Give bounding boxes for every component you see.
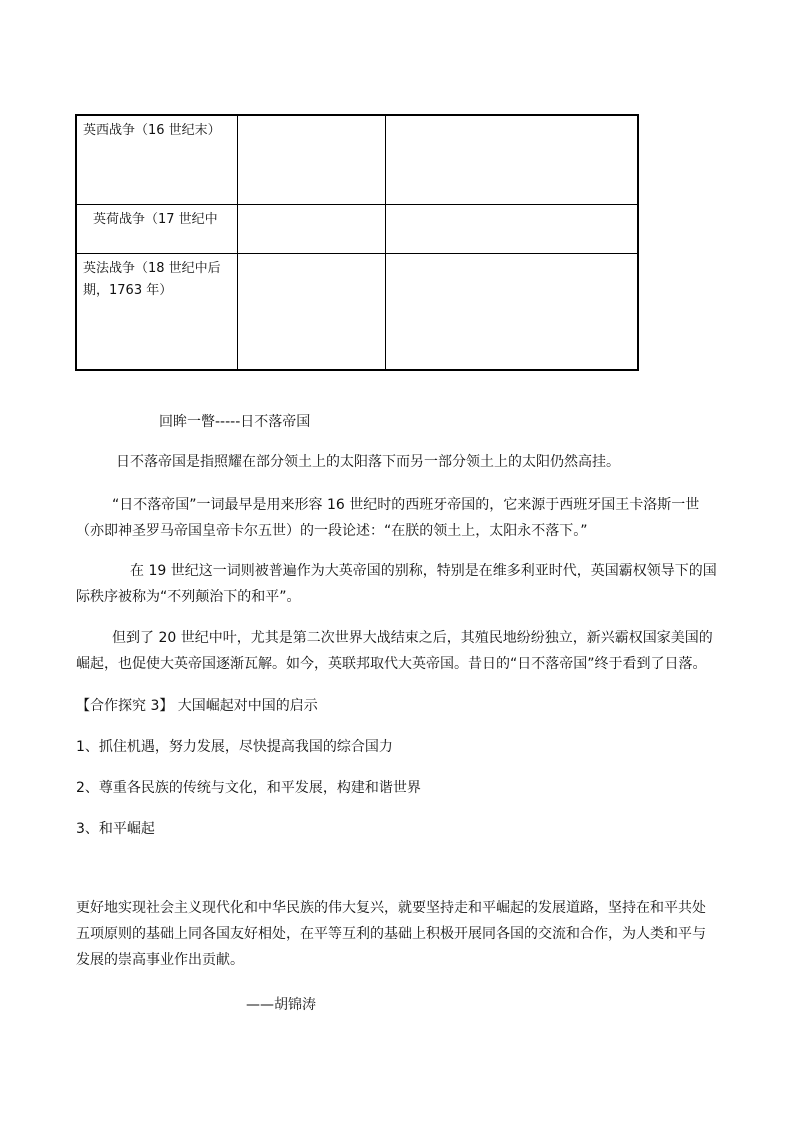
paragraph-20th-century: 但到了 20 世纪中叶，尤其是第二次世界大战结束之后，其殖民地纷纷独立，新兴霸权国家美国的崛起，也促使大英帝国逐渐瓦解。如今，英联邦取代大英帝国。昔日的“日不落帝国”终于看到了日落。	[76, 630, 713, 672]
cooperation-heading: 【合作探究 3】 大国崛起对中国的启示	[76, 698, 318, 714]
table-row	[76, 204, 638, 253]
wars-table	[75, 114, 639, 371]
table-cell	[385, 253, 638, 370]
table-cell	[237, 204, 385, 253]
table-cell	[385, 204, 638, 253]
list-item: 3、和平崛起	[76, 821, 155, 837]
paragraph-origin: “日不落帝国”一词最早是用来形容 16 世纪时的西班牙帝国的，它来源于西班牙国王卡洛斯一世（亦即神圣罗马帝国皇帝卡尔五世）的一段论述：“在朕的领土上，太阳永不落下。”	[76, 497, 700, 539]
table-cell	[237, 253, 385, 370]
paragraph-definition: 日不落帝国是指照耀在部分领土上的太阳落下而另一部分领土上的太阳仍然高挂。	[116, 454, 620, 470]
quote-text: 更好地实现社会主义现代化和中华民族的伟大复兴，就要坚持走和平崛起的发展道路，坚持在和平共处五项原则的基础上同各国友好相处，在平等互利的基础上积极开展同各国的交流和合作，为人类和平与发展的崇高事业作出贡献。	[76, 900, 706, 968]
war-name-cell: 英西战争（16 世纪末）	[76, 115, 237, 204]
paragraph-19th-century: 在 19 世纪这一词则被普遍作为大英帝国的别称，特别是在维多利亚时代，英国霸权领导下的国际秩序被称为“不列颠治下的和平”。	[76, 563, 717, 605]
table-cell	[385, 115, 638, 204]
war-name-cell: 英荷战争（17 世纪中	[76, 204, 237, 253]
list-item: 2、尊重各民族的传统与文化，和平发展，构建和谐世界	[76, 780, 421, 796]
table-row	[76, 253, 638, 370]
table-row	[76, 115, 638, 204]
quote-author: ——胡锦涛	[246, 997, 316, 1013]
section-title: 回眸一瞥-----日不落帝国	[159, 414, 311, 430]
list-item: 1、抓住机遇，努力发展，尽快提高我国的综合国力	[76, 739, 393, 755]
table-cell	[237, 115, 385, 204]
war-name-cell: 英法战争（18 世纪中后期，1763 年）	[76, 253, 237, 370]
